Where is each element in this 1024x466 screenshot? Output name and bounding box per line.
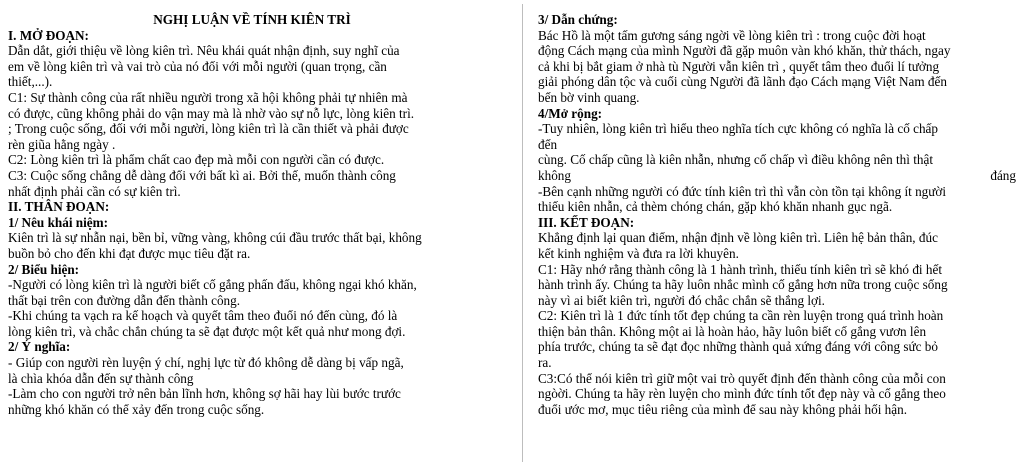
right-column	[538, 12, 1016, 417]
text-line: thiếu kiên nhẫn, cả thèm chóng chán, gặp khó khăn nhanh gục ngã.	[538, 199, 893, 215]
text-line: này vì ai biết kiên trì, người đó chắc chắn sẽ thắng lợi.	[538, 292, 825, 308]
left-column	[8, 12, 486, 417]
text-line: -Người có lòng kiên trì là người biết cố gắng phấn đấu, không ngại khó khăn,	[8, 277, 417, 293]
text-line: kết kinh nghiệm và đưa ra lời khuyên.	[538, 245, 739, 261]
text-line: giải phóng dân tộc và cuối cùng Người đã lãnh đạo Cách mạng Việt Nam đến	[538, 74, 947, 90]
text-line: có được, cũng không phải do vận may mà là nhờ vào sự nỗ lực, lòng kiên trì.	[8, 105, 415, 121]
section-heading: 3/ Dẫn chứng:	[538, 12, 618, 27]
section-heading: III. KẾT ĐOẠN:	[538, 214, 635, 230]
text-line: nhất định phải cần có sự kiên trì.	[8, 183, 181, 199]
text-line: Kiên trì là sự nhẫn nại, bền bỉ, vững vàng, không cúi đầu trước thất bại, không	[8, 230, 422, 246]
text-line: - Giúp con người rèn luyện ý chí, nghị lực từ đó không dễ dàng bị vấp ngã,	[8, 355, 404, 371]
section-heading: 2/ Ý nghĩa:	[8, 339, 71, 355]
column-divider	[522, 4, 523, 462]
text-line: không đáng	[538, 167, 1016, 183]
text-line: em về lòng kiên trì và vai trò của nó đối với mỗi người (quan trọng, cần	[8, 58, 387, 74]
section-heading: 4/Mở rộng:	[538, 105, 603, 121]
text-line: ra.	[538, 355, 552, 371]
text-line: C2: Lòng kiên trì là phẩm chất cao đẹp mà mỗi con người cần có được.	[8, 152, 385, 168]
text-line: ngòời. Chúng ta hãy rèn luyện cho mình đức tính tốt đẹp này và cố gắng theo	[538, 386, 946, 402]
text-line: lòng kiên trì, và chắc chắn chúng ta sẽ đạt được một kết quả như mong đợi.	[8, 323, 406, 339]
text-line: những khó khăn có thể xảy đến trong cuộc sống.	[8, 401, 265, 417]
text-line: buồn bỏ cho đến khi đạt được mục tiêu đặt ra.	[8, 245, 251, 261]
text-line: C3:Có thể nói kiên trì giữ một vai trò quyết định đến thành công của mỗi con	[538, 370, 946, 386]
section-heading: I. MỞ ĐOẠN:	[8, 27, 89, 43]
text-line: Dẫn dắt, giới thiệu về lòng kiên trì. Nêu khái quát nhận định, suy nghĩ của	[8, 43, 400, 59]
right-column-body	[538, 12, 1016, 417]
section-heading: II. THÂN ĐOẠN:	[8, 199, 110, 215]
text-line: C1: Hãy nhớ rằng thành công là 1 hành trình, thiếu tính kiên trì sẽ khó đi hết	[538, 261, 942, 277]
text-line: cả khi bị bắt giam ở nhà tù Người vẫn kiên trì , quyết tâm theo đuổi lí tưởng	[538, 58, 940, 74]
section-heading: 1/ Nêu khái niệm:	[8, 214, 109, 230]
text-line: đuổi ước mơ, mục tiêu riêng của mình để sau này không phải hối hận.	[538, 401, 908, 417]
text-line: thiết,...).	[8, 74, 53, 90]
text-line: Bác Hồ là một tấm gương sáng ngời về lòng kiên trì : trong cuộc đời hoạt	[538, 27, 926, 43]
text-line: bến bờ vinh quang.	[538, 89, 640, 105]
text-line: -Tuy nhiên, lòng kiên trì hiểu theo nghĩa tích cực không có nghĩa là cố chấp	[538, 121, 938, 137]
text-line: -Bên cạnh những người có đức tính kiên trì thì vẫn còn tồn tại không ít người	[538, 183, 947, 199]
text-line: đến	[538, 136, 558, 152]
text-line: -Khi chúng ta vạch ra kế hoạch và quyết tâm theo đuổi nó đến cùng, đó là	[8, 308, 398, 324]
text-line: C1: Sự thành công của rất nhiều người trong xã hội không phải tự nhiên mà	[8, 89, 408, 105]
text-line: C2: Kiên trì là 1 đức tính tốt đẹp chúng ta cần rèn luyện trong quá trình hoàn	[538, 308, 944, 324]
text-line: Khẳng định lại quan điểm, nhận định về lòng kiên trì. Liên hệ bản thân, đúc	[538, 230, 938, 246]
text-line: cùng. Cố chấp cũng là kiên nhẫn, nhưng cố chấp vì điều không nên thì thật	[538, 152, 933, 168]
text-line: rèn giũa hằng ngày .	[8, 136, 116, 152]
text-line: C3: Cuộc sống chẳng dễ dàng đối với bất kì ai. Bởi thế, muốn thành công	[8, 167, 396, 183]
text-line: thiện bản thân. Không một ai là hoàn hảo, hãy luôn biết cố gắng vươn lên	[538, 323, 927, 339]
text-line: phía trước, chúng ta sẽ đạt đọc những thành quả xứng đáng với công sức bỏ	[538, 339, 938, 355]
text-line: hành trình ấy. Chúng ta hãy luôn nhắc mình cố gắng hơn nữa trong cuộc sống	[538, 277, 948, 293]
left-column-body	[8, 28, 486, 418]
text-line: là chìa khóa dẫn đến sự thành công	[8, 370, 194, 386]
section-heading: 2/ Biểu hiện:	[8, 261, 80, 277]
text-line: thất bại trên con đường dẫn đến thành công.	[8, 292, 241, 308]
text-line: ; Trong cuộc sống, đối với mỗi người, lòng kiên trì là cần thiết và phải được	[8, 121, 409, 137]
text-line: -Làm cho con người trở nên bản lĩnh hơn, không sợ hãi hay lùi bước trước	[8, 386, 401, 402]
document-title: NGHỊ LUẬN VỀ TÍNH KIÊN TRÌ	[153, 12, 351, 27]
text-line: động Cách mạng của mình Người đã gặp muôn vàn khó khăn, thử thách, ngay	[538, 43, 951, 59]
